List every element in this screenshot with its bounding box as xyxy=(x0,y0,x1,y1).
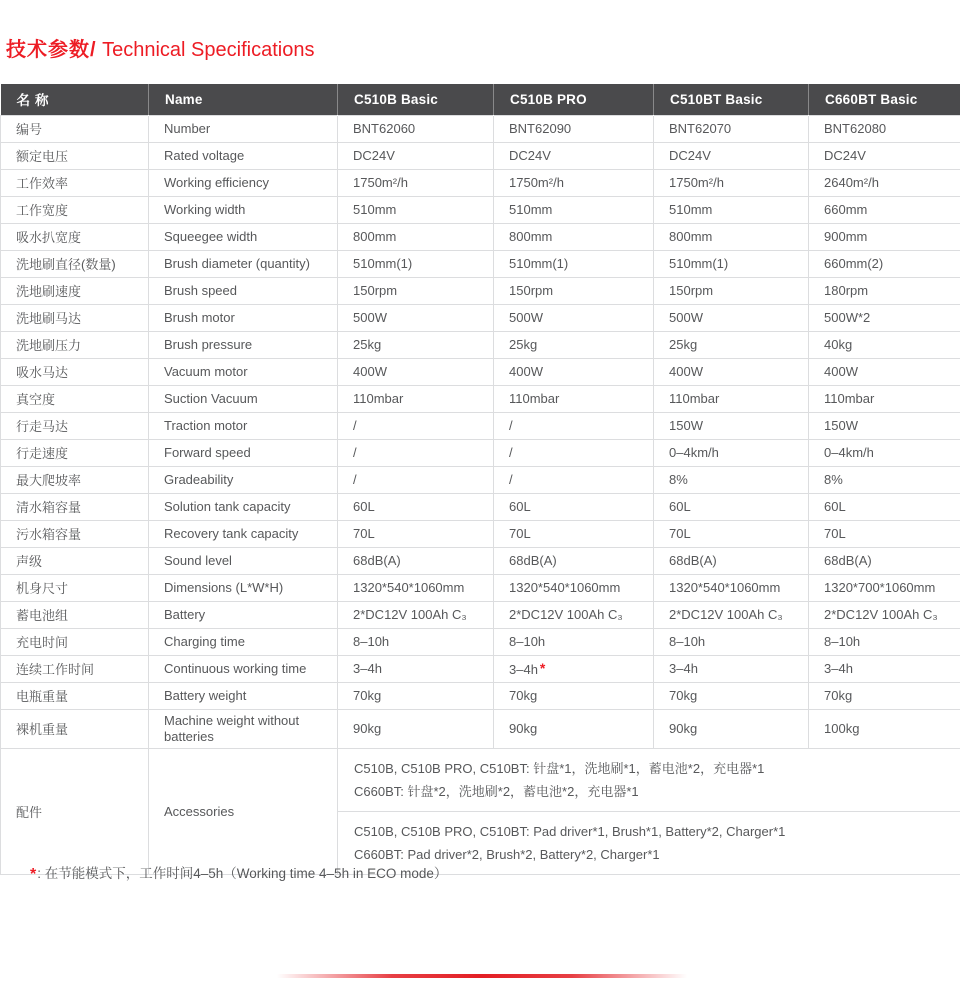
spec-value: 110mbar xyxy=(654,385,809,412)
spec-value: 8–10h xyxy=(809,628,960,655)
param-name-zh: 最大爬坡率 xyxy=(1,466,149,493)
table-row xyxy=(1,601,960,628)
spec-value: 500W xyxy=(338,304,494,331)
param-name-en: Recovery tank capacity xyxy=(149,520,338,547)
param-name-en: Brush pressure xyxy=(149,331,338,358)
footnote-text: : 在节能模式下，工作时间4–5h（Working time 4–5h in ECO mode） xyxy=(37,866,448,881)
spec-value: 68dB(A) xyxy=(809,547,960,574)
param-name-en: Brush speed xyxy=(149,277,338,304)
spec-value: 400W xyxy=(809,358,960,385)
accessories-line: C660BT: 针盘*2，洗地刷*2，蓄电池*2，充电器*1 xyxy=(354,783,639,799)
param-name-zh: 工作效率 xyxy=(1,169,149,196)
spec-value: 60L xyxy=(809,493,960,520)
param-name-zh: 行走速度 xyxy=(1,439,149,466)
spec-value: 8–10h xyxy=(494,628,654,655)
spec-value: 510mm xyxy=(494,196,654,223)
spec-value: 1320*540*1060mm xyxy=(494,574,654,601)
spec-value: 90kg xyxy=(338,709,494,748)
spec-value: 900mm xyxy=(809,223,960,250)
spec-value: 100kg xyxy=(809,709,960,748)
spec-value: 180rpm xyxy=(809,277,960,304)
spec-value: 2*DC12V 100Ah C₃ xyxy=(809,601,960,628)
table-row xyxy=(1,169,960,196)
spec-value: 110mbar xyxy=(494,385,654,412)
page-title xyxy=(6,38,314,62)
table-row xyxy=(1,574,960,601)
param-name-zh: 声级 xyxy=(1,547,149,574)
table-row xyxy=(1,277,960,304)
spec-value: 8% xyxy=(654,466,809,493)
footnote-star-icon: * xyxy=(30,866,37,883)
table-row xyxy=(1,385,960,412)
param-name-zh: 真空度 xyxy=(1,385,149,412)
column-header-name-en: Name xyxy=(149,84,338,115)
spec-value: 1320*700*1060mm xyxy=(809,574,960,601)
spec-value: 0–4km/h xyxy=(654,439,809,466)
param-name-zh: 蓄电池组 xyxy=(1,601,149,628)
spec-value: 70kg xyxy=(809,682,960,709)
table-row xyxy=(1,439,960,466)
param-name-en: Accessories xyxy=(149,748,338,874)
spec-value: 510mm xyxy=(338,196,494,223)
spec-value: 25kg xyxy=(338,331,494,358)
accessories-row xyxy=(1,748,960,874)
accessories-line: C510B, C510B PRO, C510BT: Pad driver*1, Brush*1, Battery*2, Charger*1 xyxy=(354,823,786,839)
param-name-en: Traction motor xyxy=(149,412,338,439)
accessories-value xyxy=(338,748,960,874)
param-name-en: Forward speed xyxy=(149,439,338,466)
table-row xyxy=(1,412,960,439)
param-name-en: Machine weight without batteries xyxy=(149,709,338,748)
bottom-accent-bar xyxy=(277,974,687,978)
table-row xyxy=(1,628,960,655)
spec-value: 3–4h * xyxy=(494,655,654,682)
spec-value: DC24V xyxy=(654,142,809,169)
spec-value: 2*DC12V 100Ah C₃ xyxy=(338,601,494,628)
spec-value: 3–4h xyxy=(338,655,494,682)
spec-value: BNT62090 xyxy=(494,115,654,142)
param-name-zh: 编号 xyxy=(1,115,149,142)
spec-value: / xyxy=(494,439,654,466)
spec-value: 510mm(1) xyxy=(338,250,494,277)
param-name-en: Working width xyxy=(149,196,338,223)
spec-value: 70L xyxy=(654,520,809,547)
table-row xyxy=(1,655,960,682)
param-name-en: Vacuum motor xyxy=(149,358,338,385)
spec-value: 3–4h xyxy=(809,655,960,682)
table-row xyxy=(1,520,960,547)
spec-value: 8–10h xyxy=(654,628,809,655)
param-name-zh: 连续工作时间 xyxy=(1,655,149,682)
spec-value: 110mbar xyxy=(338,385,494,412)
spec-value: 8–10h xyxy=(338,628,494,655)
spec-value: 660mm(2) xyxy=(809,250,960,277)
spec-value: 25kg xyxy=(494,331,654,358)
spec-value: 800mm xyxy=(654,223,809,250)
spec-value: 660mm xyxy=(809,196,960,223)
param-name-zh: 额定电压 xyxy=(1,142,149,169)
spec-value: 510mm xyxy=(654,196,809,223)
param-name-en: Suction Vacuum xyxy=(149,385,338,412)
spec-value: 500W xyxy=(494,304,654,331)
table-header xyxy=(1,84,960,115)
spec-value: 68dB(A) xyxy=(494,547,654,574)
table-body xyxy=(1,115,960,874)
spec-value: 90kg xyxy=(654,709,809,748)
spec-value: 70kg xyxy=(494,682,654,709)
technical-specifications-table xyxy=(0,84,960,875)
param-name-zh: 吸水马达 xyxy=(1,358,149,385)
table-row xyxy=(1,223,960,250)
spec-value: / xyxy=(494,412,654,439)
param-name-en: Dimensions (L*W*H) xyxy=(149,574,338,601)
spec-value: 40kg xyxy=(809,331,960,358)
param-name-zh: 吸水扒宽度 xyxy=(1,223,149,250)
spec-value: 2*DC12V 100Ah C₃ xyxy=(494,601,654,628)
spec-value: 3–4h xyxy=(654,655,809,682)
spec-value: 70kg xyxy=(654,682,809,709)
spec-value: 500W*2 xyxy=(809,304,960,331)
column-header-c510bt-basic: C510BT Basic xyxy=(654,84,809,115)
spec-value: 1750m²/h xyxy=(654,169,809,196)
spec-value: 60L xyxy=(338,493,494,520)
page-title-zh: 技术参数/ xyxy=(6,39,97,61)
spec-value: 1750m²/h xyxy=(338,169,494,196)
spec-value: DC24V xyxy=(809,142,960,169)
spec-value: 150rpm xyxy=(338,277,494,304)
spec-value: 150rpm xyxy=(654,277,809,304)
table-row xyxy=(1,358,960,385)
spec-value: 68dB(A) xyxy=(338,547,494,574)
spec-value: 400W xyxy=(338,358,494,385)
spec-value: 150W xyxy=(654,412,809,439)
param-name-zh: 清水箱容量 xyxy=(1,493,149,520)
param-name-zh: 工作宽度 xyxy=(1,196,149,223)
table-row xyxy=(1,466,960,493)
param-name-zh: 洗地刷速度 xyxy=(1,277,149,304)
param-name-zh: 电瓶重量 xyxy=(1,682,149,709)
spec-value: BNT62070 xyxy=(654,115,809,142)
spec-value: 70L xyxy=(809,520,960,547)
table-row xyxy=(1,547,960,574)
spec-value: / xyxy=(338,439,494,466)
param-name-en: Brush diameter (quantity) xyxy=(149,250,338,277)
param-name-en: Solution tank capacity xyxy=(149,493,338,520)
param-name-zh: 配件 xyxy=(1,748,149,874)
spec-value: 70kg xyxy=(338,682,494,709)
spec-value: / xyxy=(338,412,494,439)
table-row xyxy=(1,196,960,223)
spec-value: 800mm xyxy=(494,223,654,250)
spec-value: 60L xyxy=(494,493,654,520)
param-name-en: Continuous working time xyxy=(149,655,338,682)
param-name-zh: 裸机重量 xyxy=(1,709,149,748)
spec-value: 1320*540*1060mm xyxy=(338,574,494,601)
param-name-en: Sound level xyxy=(149,547,338,574)
spec-value: DC24V xyxy=(338,142,494,169)
spec-value: 8% xyxy=(809,466,960,493)
spec-value: 70L xyxy=(338,520,494,547)
column-header-c660bt-basic: C660BT Basic xyxy=(809,84,960,115)
page-title-en: Technical Specifications xyxy=(96,39,315,61)
spec-value: 1750m²/h xyxy=(494,169,654,196)
spec-value: 510mm(1) xyxy=(494,250,654,277)
table-row xyxy=(1,493,960,520)
spec-value: 60L xyxy=(654,493,809,520)
param-name-en: Battery xyxy=(149,601,338,628)
table-row xyxy=(1,331,960,358)
spec-value: 150rpm xyxy=(494,277,654,304)
spec-value: BNT62060 xyxy=(338,115,494,142)
param-name-zh: 充电时间 xyxy=(1,628,149,655)
table-header-row xyxy=(1,84,960,115)
param-name-zh: 洗地刷压力 xyxy=(1,331,149,358)
spec-value: 2*DC12V 100Ah C₃ xyxy=(654,601,809,628)
table-row xyxy=(1,142,960,169)
param-name-en: Number xyxy=(149,115,338,142)
spec-value: 68dB(A) xyxy=(654,547,809,574)
spec-value: / xyxy=(494,466,654,493)
table-row xyxy=(1,115,960,142)
table-row xyxy=(1,304,960,331)
accessories-line: C510B, C510B PRO, C510BT: 针盘*1，洗地刷*1，蓄电池*2，充电器*1 xyxy=(354,760,765,776)
spec-value: 510mm(1) xyxy=(654,250,809,277)
param-name-zh: 污水箱容量 xyxy=(1,520,149,547)
spec-value: 800mm xyxy=(338,223,494,250)
param-name-en: Squeegee width xyxy=(149,223,338,250)
table-row xyxy=(1,709,960,748)
eco-mode-star-icon: * xyxy=(539,659,546,676)
spec-value: 1320*540*1060mm xyxy=(654,574,809,601)
spec-value: 90kg xyxy=(494,709,654,748)
column-header-c510b-pro: C510B PRO xyxy=(494,84,654,115)
param-name-zh: 洗地刷马达 xyxy=(1,304,149,331)
spec-value: 400W xyxy=(654,358,809,385)
spec-value: 150W xyxy=(809,412,960,439)
param-name-en: Battery weight xyxy=(149,682,338,709)
param-name-zh: 洗地刷直径(数量) xyxy=(1,250,149,277)
param-name-zh: 行走马达 xyxy=(1,412,149,439)
spec-value: 400W xyxy=(494,358,654,385)
column-header-name-zh: 名称 xyxy=(1,84,149,115)
param-name-en: Working efficiency xyxy=(149,169,338,196)
spec-value: DC24V xyxy=(494,142,654,169)
param-name-en: Charging time xyxy=(149,628,338,655)
accessories-line: C660BT: Pad driver*2, Brush*2, Battery*2, Charger*1 xyxy=(354,846,660,862)
footnote xyxy=(28,862,447,883)
spec-value: 0–4km/h xyxy=(809,439,960,466)
spec-value: 25kg xyxy=(654,331,809,358)
table-row xyxy=(1,250,960,277)
spec-value: 110mbar xyxy=(809,385,960,412)
param-name-en: Rated voltage xyxy=(149,142,338,169)
column-header-c510b-basic: C510B Basic xyxy=(338,84,494,115)
spec-value: / xyxy=(338,466,494,493)
param-name-zh: 机身尺寸 xyxy=(1,574,149,601)
accessories-zh-block xyxy=(338,749,960,812)
spec-value: 500W xyxy=(654,304,809,331)
spec-value: 2640m²/h xyxy=(809,169,960,196)
param-name-en: Brush motor xyxy=(149,304,338,331)
spec-value: BNT62080 xyxy=(809,115,960,142)
table-row xyxy=(1,682,960,709)
spec-value: 70L xyxy=(494,520,654,547)
param-name-en: Gradeability xyxy=(149,466,338,493)
